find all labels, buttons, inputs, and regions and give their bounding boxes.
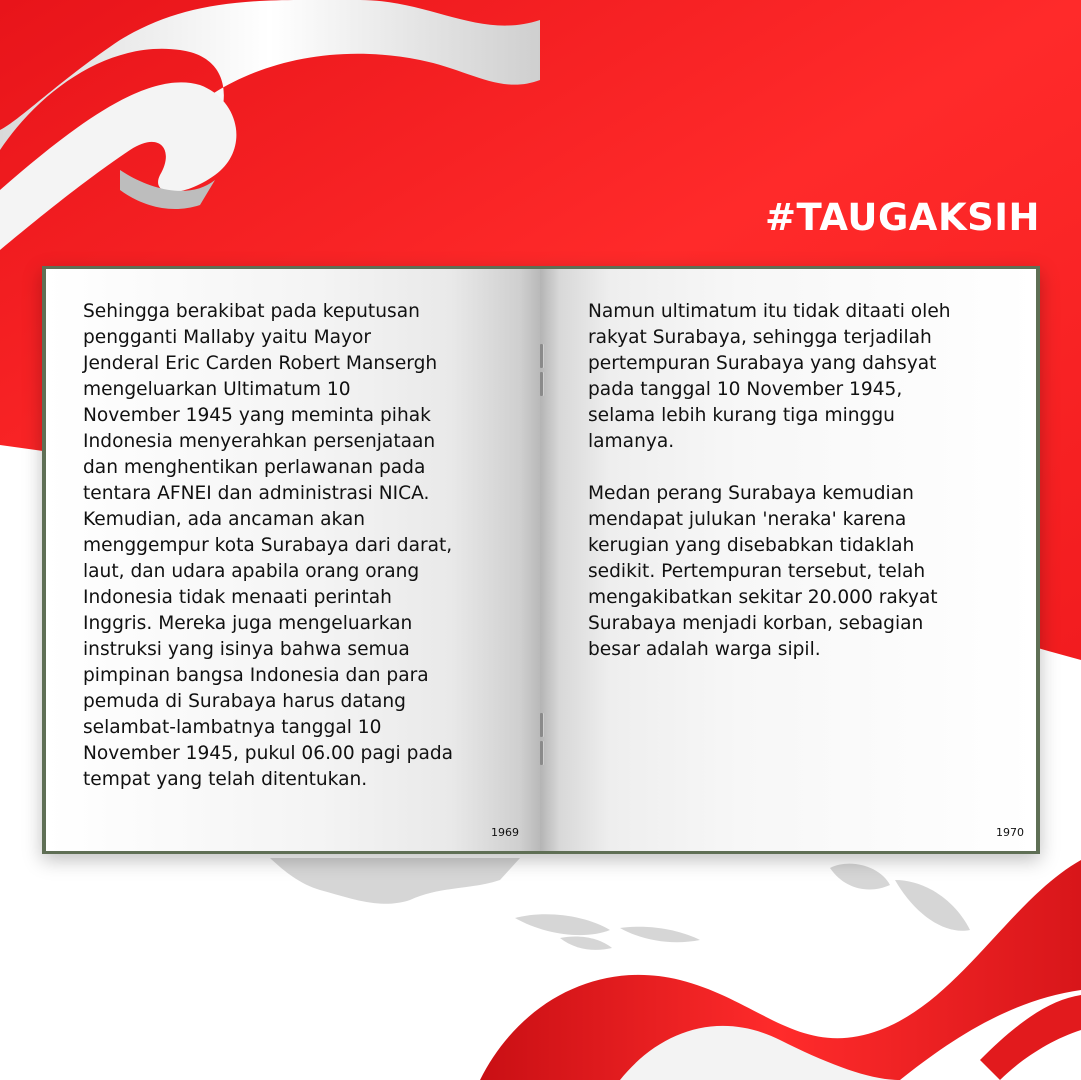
staple-top-1 — [540, 344, 543, 368]
open-book — [42, 266, 1040, 854]
left-page — [46, 269, 540, 851]
staple-bottom-1 — [540, 713, 543, 737]
staple-top-2 — [540, 372, 543, 396]
hashtag-title: #TAUGAKSIH — [765, 196, 1040, 239]
left-page-text: Sehingga berakibat pada keputusan pengganti Mallaby yaitu Mayor Jenderal Eric Carden Robert Mansergh mengeluarkan Ultimatum 10 November 1945 yang meminta pihak Indonesia menyerahkan persenjataan dan menghentikan perlawanan pada tentara AFNEI dan administrasi NICA. Kemudian, ada ancaman akan menggempur kota Surabaya dari darat, laut, dan udara apabila orang orang Indonesia tidak menaati perintah Inggris. Mereka juga mengeluarkan instruksi yang isinya bahwa semua pimpinan bangsa Indonesia dan para pemuda di Surabaya harus datang selambat-lambatnya tanggal 10 November 1945, pukul 06.00 pagi pada tempat yang telah ditentukan. — [83, 301, 454, 790]
left-page-number: 1969 — [491, 826, 519, 839]
right-page-text: Namun ultimatum itu tidak ditaati oleh rakyat Surabaya, sehingga terjadilah pertempuran Surabaya yang dahsyat pada tanggal 10 November 1945, selama lebih kurang tiga minggu lamanya. Medan perang Surabaya kemudian mendapat julukan 'neraka' karena kerugian yang disebabkan tidaklah sedikit. Pertempuran tersebut, telah mengakibatkan sekitar 20.000 rakyat Surabaya menjadi korban, sebagian besar adalah warga sipil. — [588, 301, 951, 660]
staple-bottom-2 — [540, 741, 543, 765]
right-page — [540, 269, 1036, 851]
right-page-number: 1970 — [996, 826, 1024, 839]
